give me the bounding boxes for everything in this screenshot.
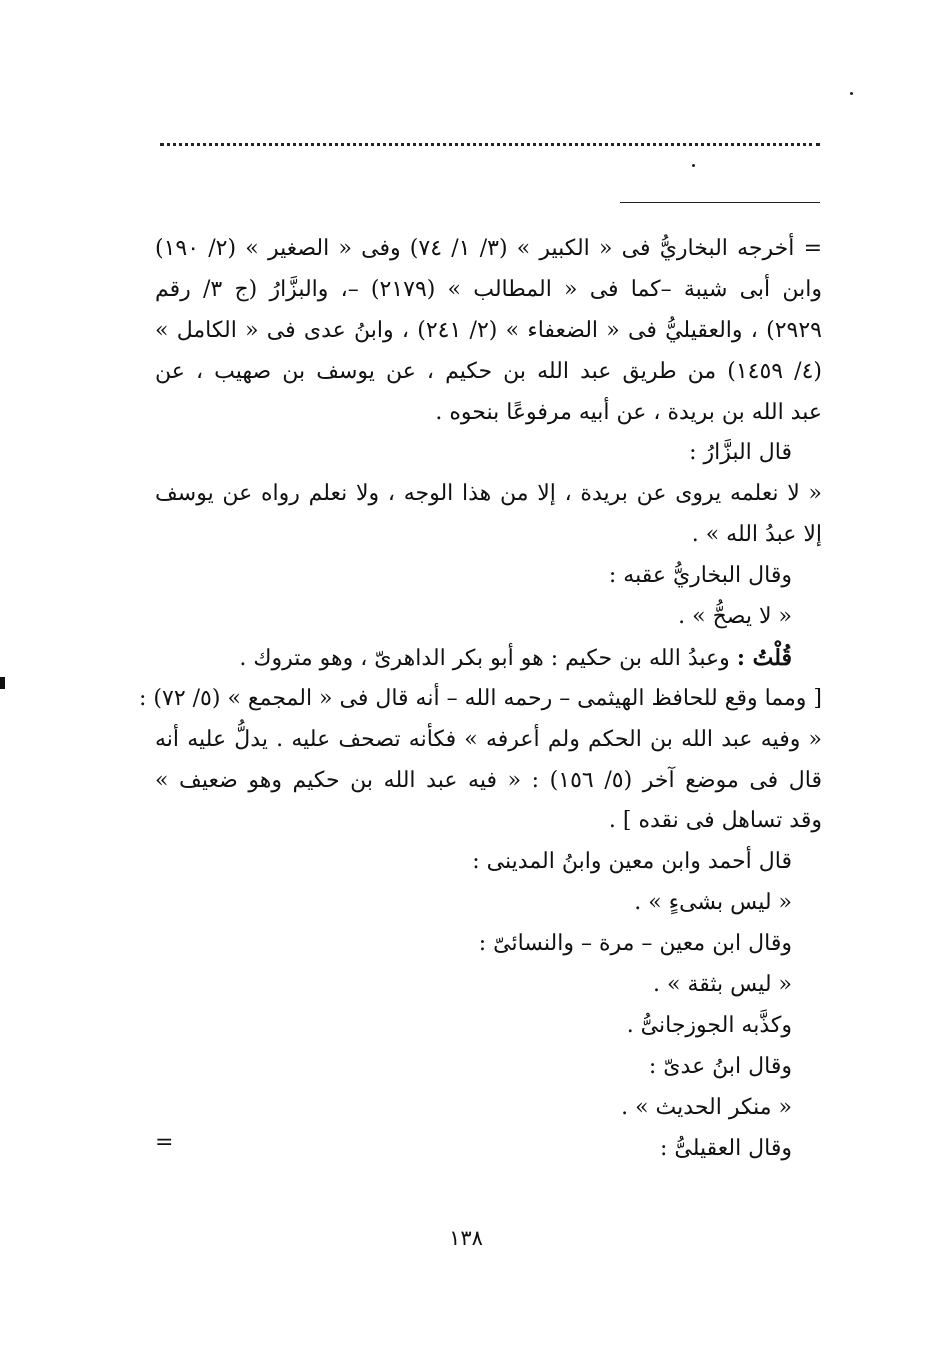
continuation-mark: = — [155, 1130, 174, 1155]
footnote-text — [139, 229, 823, 1169]
text-line: وقال ابن معين – مرة – والنسائىّ : — [478, 931, 792, 957]
text-line: « وفيه عبد الله بن الحكم ولم أعرفه » فكأنه تصحف عليه . يدلُّ عليه أنه — [155, 726, 822, 752]
text-line: « لا نعلمه يروى عن بريدة ، إلا من هذا الوجه ، ولا نعلم رواه عن يوسف — [155, 481, 822, 507]
margin-mark — [0, 677, 5, 689]
ink-speck — [850, 92, 853, 95]
text-line: « ليس بشىءٍ » . — [634, 890, 792, 916]
text-line-rest: وعبدُ الله بن حكيم : هو أبو بكر الداهرىّ ، وهو متروك . — [239, 645, 730, 671]
text-line: وابن أبى شيبة –كما فى « المطالب » (٢١٧٩) –، والبزَّارُ (ج ٣/ رقم — [155, 276, 822, 302]
text-line: ٢٩٢٩) ، والعقيليُّ فى « الضعفاء » (٢/ ٢٤١) ، وابنُ عدى فى « الكامل » — [155, 317, 822, 343]
dotted-separator — [160, 143, 820, 146]
text-line: عبد الله بن بريدة ، عن أبيه مرفوعًا بنحوه . — [435, 399, 822, 425]
text-line — [155, 638, 822, 679]
text-line: = أخرجه البخاريُّ فى « الكبير » (٣/ ١/ ٧٤) وفى « الصغير » (٢/ ١٩٠) — [155, 236, 823, 261]
text-line: (٤/ ١٤٥٩) من طريق عبد الله بن حكيم ، عن يوسف بن صهيب ، عن — [155, 358, 823, 384]
text-line: [ ومما وقع للحافظ الهيثمى – رحمه الله – أنه قال فى « المجمع » (٥/ ٧٢) : — [139, 685, 822, 711]
footnote-rule — [620, 202, 820, 203]
text-line: وقد تساهل فى نقده ] . — [608, 808, 822, 834]
text-line: « منكر الحديث » . — [621, 1094, 792, 1120]
text-line: « لا يصحُّ » . — [678, 604, 792, 630]
page-number: ١٣٨ — [449, 1226, 483, 1250]
text-line: قال فى موضع آخر (٥/ ١٥٦) : « فيه عبد الله بن حكيم وهو ضعيف » — [155, 767, 822, 793]
ink-speck — [692, 164, 695, 167]
text-line: إلا عبدُ الله » . — [691, 522, 822, 548]
text-line: وقال البخاريُّ عقبه : — [608, 563, 792, 589]
text-line: قال أحمد وابن معين وابنُ المدينى : — [472, 849, 792, 875]
text-line: وقال العقيلىُّ : — [659, 1135, 792, 1161]
text-line: وقال ابنُ عدىّ : — [648, 1053, 792, 1079]
qultu-term: قُلْتُ : — [736, 644, 792, 671]
text-line: وكذَّبه الجوزجانىُّ . — [626, 1012, 792, 1038]
text-line: « ليس بثقة » . — [653, 972, 792, 998]
text-line: قال البزَّارُ : — [689, 440, 792, 466]
